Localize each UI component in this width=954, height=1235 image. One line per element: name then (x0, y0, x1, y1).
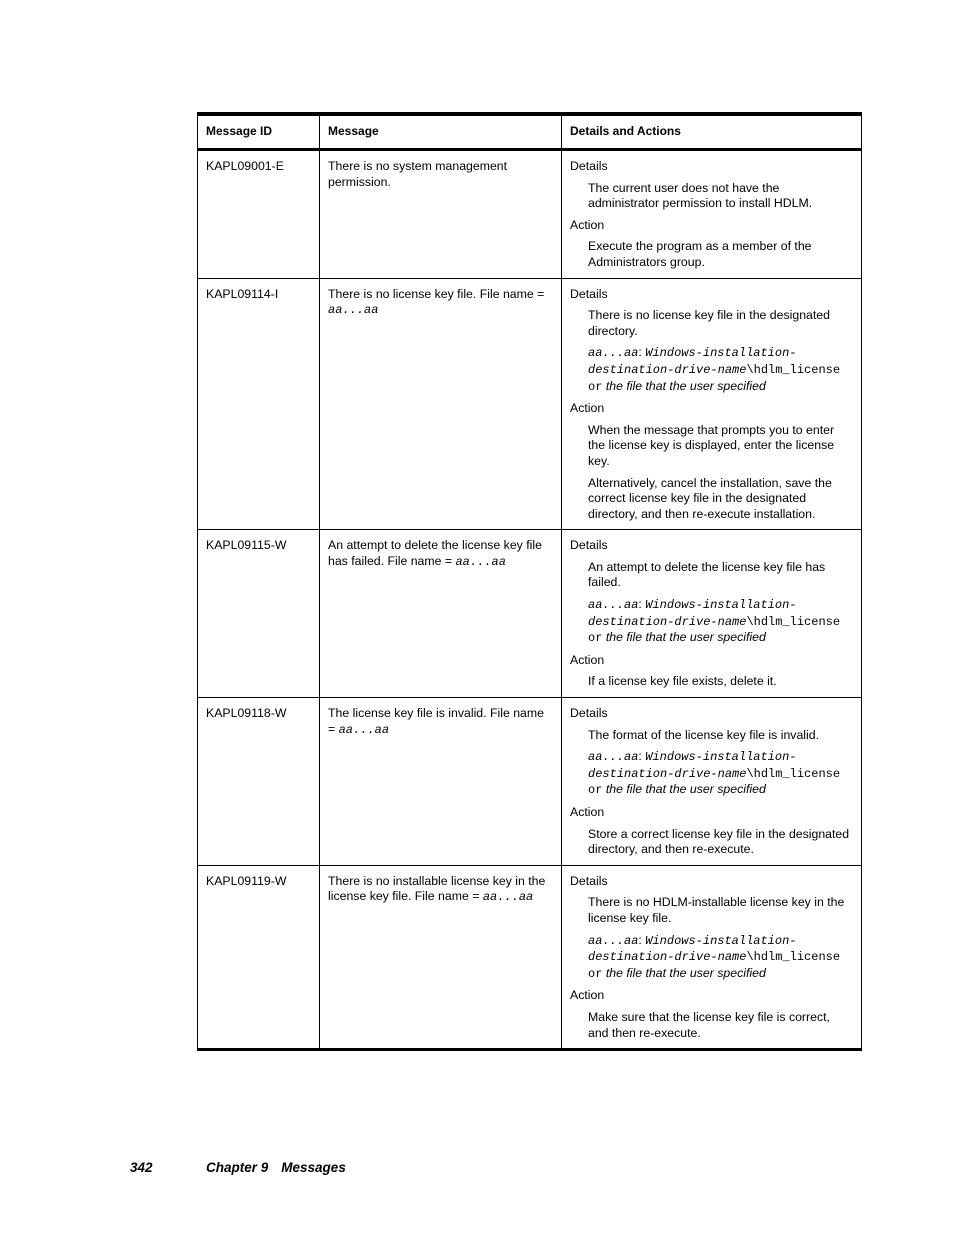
path-file: \hdlm_license (746, 614, 841, 629)
path-file: \hdlm_license (746, 950, 841, 965)
header-message: Message (320, 114, 562, 150)
file-path (588, 597, 853, 647)
header-message-id: Message ID (198, 114, 320, 150)
action-text: When the message that prompts you to enter the license key is displayed, enter the license key. (588, 422, 835, 468)
details-text: There is no HDLM-installable license key in the license key file. (588, 895, 845, 925)
message-filename-var: aa...aa (455, 554, 506, 569)
path-colon: : (638, 597, 642, 612)
message-id: KAPL09114-I (198, 278, 320, 530)
path-or: or (588, 631, 603, 646)
message-filename-var: aa...aa (482, 890, 534, 905)
action-text: Execute the program as a member of the Administrators group. (588, 239, 812, 269)
path-file: \hdlm_license (746, 766, 841, 781)
path-or: or (588, 966, 603, 981)
chapter-title (206, 1160, 346, 1175)
details-text: The format of the license key file is invalid. (588, 727, 820, 742)
path-colon: : (638, 345, 642, 360)
message-text: There is no system management permission. (320, 150, 562, 279)
details-actions-cell (562, 278, 862, 530)
action-label: Action (570, 988, 605, 1003)
action-text-2: Alternatively, cancel the installation, save the correct license key file in the designated directory, and then re-execute installation. (588, 475, 832, 521)
page-number: 342 (130, 1160, 153, 1175)
action-label: Action (570, 217, 605, 232)
details-text: An attempt to delete the license key file has failed. (588, 559, 826, 590)
details-label: Details (570, 706, 608, 721)
action-label: Action (570, 805, 605, 819)
path-var: aa...aa (588, 933, 639, 948)
table-row (198, 698, 862, 866)
details-label: Details (570, 286, 608, 301)
details-text: The current user does not have the administrator permission to install HDLM. (588, 180, 813, 211)
file-path (588, 345, 853, 395)
details-label: Details (570, 538, 608, 553)
path-alt: the file that the user specified (605, 782, 766, 797)
path-alt: the file that the user specified (605, 378, 766, 393)
path-var: aa...aa (588, 598, 639, 613)
action-label: Action (570, 401, 605, 416)
table-row (198, 150, 862, 279)
section-label: Messages (281, 1160, 346, 1175)
message-text: The license key file is invalid. File name = (328, 706, 544, 736)
path-drive: Windows-installation-destination-drive-name (588, 933, 797, 965)
action-text: Store a correct license key file in the designated directory, and then re-execute. (588, 826, 850, 857)
path-file: \hdlm_license (746, 362, 841, 377)
message-filename-var: aa...aa (328, 303, 379, 318)
message-filename-var: aa...aa (338, 722, 390, 737)
action-text: Make sure that the license key file is correct, and then re-execute. (588, 1009, 830, 1040)
message-id: KAPL09001-E (198, 150, 320, 279)
action-label: Action (570, 652, 605, 667)
path-var: aa...aa (588, 346, 639, 361)
message-text: There is no license key file. File name = (328, 286, 545, 301)
message-id: KAPL09118-W (198, 698, 320, 866)
table-row (198, 530, 862, 698)
file-path (588, 749, 853, 799)
action-text: If a license key file exists, delete it. (588, 674, 777, 689)
table-header-row (198, 114, 862, 150)
path-colon: : (638, 749, 642, 764)
message-cell (320, 865, 562, 1049)
message-cell (320, 278, 562, 530)
path-colon: : (638, 932, 642, 947)
details-label: Details (570, 873, 608, 888)
message-id: KAPL09119-W (198, 865, 320, 1049)
message-text: There is no installable license key in the license key file. File name = (328, 873, 546, 904)
messages-table (197, 112, 862, 1051)
path-alt: the file that the user specified (605, 630, 766, 645)
details-actions-cell (562, 530, 862, 698)
table-row (198, 278, 862, 530)
path-alt: the file that the user specified (605, 965, 766, 980)
message-text: An attempt to delete the license key file has failed. File name = (328, 538, 542, 568)
message-cell (320, 530, 562, 698)
message-id: KAPL09115-W (198, 530, 320, 698)
path-drive: Windows-installation-destination-drive-name (588, 598, 797, 629)
path-drive: Windows-installation-destination-drive-name (588, 750, 797, 781)
details-label: Details (570, 159, 608, 173)
details-actions-cell (562, 865, 862, 1049)
path-var: aa...aa (588, 750, 639, 765)
path-or: or (588, 379, 603, 394)
chapter-label: Chapter 9 (206, 1160, 269, 1175)
message-cell (320, 698, 562, 866)
path-or: or (588, 783, 603, 798)
details-actions-cell (562, 150, 862, 279)
header-details-actions: Details and Actions (562, 114, 862, 150)
details-text: There is no license key file in the designated directory. (588, 308, 830, 338)
details-actions-cell (562, 698, 862, 866)
path-drive: Windows-installation-destination-drive-name (588, 346, 797, 377)
table-row (198, 865, 862, 1049)
file-path (588, 933, 853, 983)
